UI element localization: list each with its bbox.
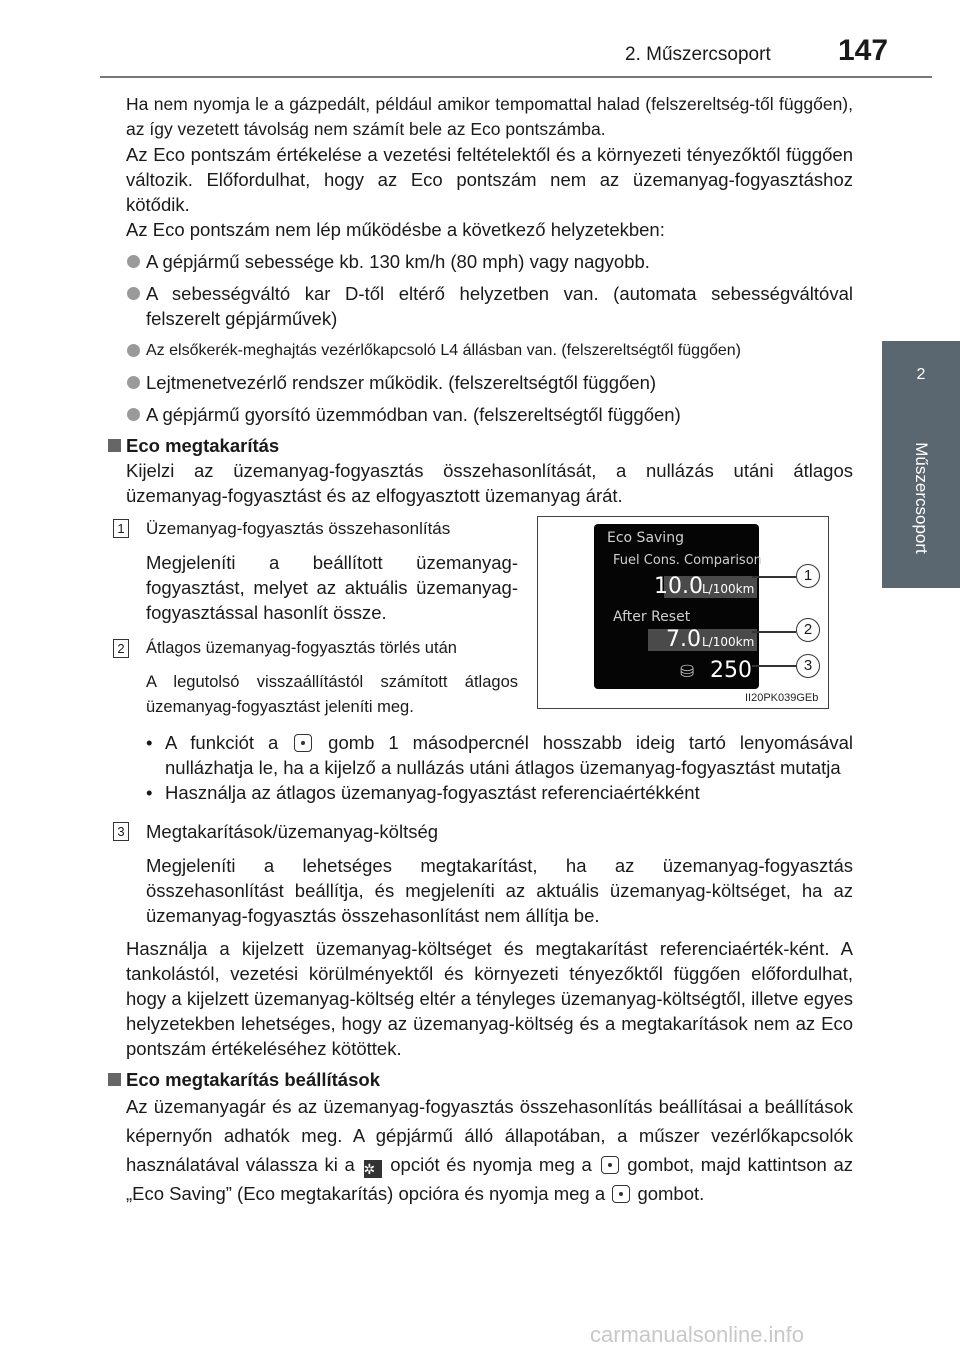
- chapter-tab-label: Műszercsoport: [912, 442, 931, 554]
- eco-saving-intro: Kijelzi az üzemanyag-fogyasztás összehasonlítását, a nullázás utáni átlagos üzemanyag-fogyasztást és az elfogyasztott üzemanyag árát.: [126, 460, 853, 506]
- header-divider: [100, 76, 932, 78]
- eco-saving-heading: Eco megtakarítás: [103, 433, 853, 458]
- heading-square-icon: [108, 1073, 121, 1086]
- coin-icon: ⛁: [680, 662, 695, 682]
- section-title: 2. Műszercsoport: [625, 44, 771, 65]
- callout-1: 1: [796, 564, 820, 588]
- numbered-item-3: 3 Megtakarítások/üzemanyag-költség: [103, 819, 853, 844]
- bullet-icon: [127, 376, 140, 389]
- intro-paragraph-1: Ha nem nyomja le a gázpedált, például amikor tempomattal halad (felszereltség-től függően), az így vezetett távolság nem számít bele az Eco pontszámba.: [126, 94, 853, 139]
- intro-paragraph-2: Az Eco pontszám értékelése a vezetési feltételektől és a környezeti tényezőktől függően változik. Előfordulhat, hogy az Eco pontszám nem az üzemanyag-fogyasztáshoz kötődik.: [126, 144, 853, 215]
- condition-item: Az elsőkerék-meghajtás vezérlőkapcsoló L4 állásban van. (felszereltségtől függően): [103, 338, 853, 363]
- ok-button-icon: [601, 1156, 619, 1174]
- callout-2: 2: [796, 618, 820, 642]
- number-box: 3: [113, 822, 129, 841]
- fuel-comparison-value: 10.0: [654, 574, 703, 599]
- after-reset-unit: L/100km: [702, 635, 755, 649]
- bullet-icon: [127, 255, 140, 268]
- page-number: 147: [838, 34, 889, 67]
- condition-item: A sebességváltó kar D-től eltérő helyzetben van. (automata sebességváltóval felszerelt gépjárművek): [103, 281, 853, 331]
- savings-value: 250: [710, 658, 752, 683]
- bullet-icon: [127, 287, 140, 300]
- item-3-description: Megjeleníti a lehetséges megtakarítást, ha az üzemanyag-fogyasztás összehasonlítást beállítja, és megjeleníti az aktuális üzemanyag-költséget, ha az üzemanyag-fogyasztás összehasonlítást nem állítja be.: [146, 855, 853, 926]
- condition-item: Lejtmenetvezérlő rendszer működik. (felszereltségtől függően): [103, 370, 853, 395]
- chapter-tab-number: 2: [882, 341, 960, 408]
- eco-saving-figure: [537, 516, 829, 709]
- numbered-item-2: 2 Átlagos üzemanyag-fogyasztás törlés után: [103, 636, 518, 661]
- callout-3: 3: [796, 654, 820, 678]
- heading-square-icon: [108, 439, 121, 452]
- eco-saving-note: Használja a kijelzett üzemanyag-költséget és megtakarítást referenciaérték-ként. A tankolástól, vezetési körülményektől és környezeti tényezőktől függően előfordulhat, hogy a kijelzett üzemanyag-költség eltér a tényleges üzemanyag-költségtől, illetve egyes helyzetekben lehetséges, hogy az üzemanyag-költség és a megtakarítások nem az Eco pontszám értékeléséhez kötöttek.: [126, 938, 853, 1059]
- condition-item: A gépjármű gyorsító üzemmódban van. (felszereltségtől függően): [103, 402, 853, 427]
- after-reset-value: 7.0: [666, 627, 701, 652]
- eco-settings-heading: Eco megtakarítás beállítások: [103, 1067, 853, 1092]
- bullet-icon: [127, 408, 140, 421]
- eco-settings-text: Az üzemanyagár és az üzemanyag-fogyasztás összehasonlítás beállításai a beállítások képernyőn adhatók meg. A gépjármű álló állapotában, a műszer vezérlőkapcsolók használatával válassza ki a ✲ opciót és nyomja meg a gombot, majd kattintson az „Eco Saving” (Eco megtakarítás) opcióra és nyomja meg a gombot.: [126, 1096, 854, 1204]
- callout-line-3: [752, 665, 796, 667]
- callout-line-1: [752, 576, 796, 578]
- intro-paragraph-3: Az Eco pontszám nem lép működésbe a következő helyzetekben:: [126, 219, 665, 240]
- ok-button-icon: [294, 734, 312, 752]
- after-reset-label: After Reset: [613, 609, 691, 625]
- figure-code: II20PK039GEb: [745, 692, 819, 704]
- display-screen: [594, 524, 762, 689]
- fuel-comparison-unit: L/100km: [702, 582, 755, 596]
- ok-button-icon: [612, 1185, 630, 1203]
- dash-item: • A funkciót a gomb 1 másodpercnél hosszabb ideig tartó lenyomásával nullázhatja le, ha a kijelző a nullázás utáni átlagos üzemanyag-fogyasztást mutatja: [146, 732, 853, 778]
- screen-title: Eco Saving: [607, 530, 684, 546]
- fuel-comparison-label: Fuel Cons. Comparison: [613, 553, 762, 568]
- watermark: carmanualsonline.info: [590, 1322, 805, 1347]
- condition-item: A gépjármű sebessége kb. 130 km/h (80 mph) vagy nagyobb.: [103, 249, 853, 274]
- bullet-icon: [127, 344, 140, 357]
- dash-item: • Használja az átlagos üzemanyag-fogyasztást referenciaértékként: [146, 782, 700, 803]
- chapter-tab: [882, 408, 960, 588]
- number-box: 1: [113, 519, 129, 538]
- gear-icon: ✲: [364, 1160, 382, 1178]
- callout-line-2: [752, 631, 796, 633]
- item-1-description: Megjeleníti a beállított üzemanyag-fogyasztást, melyet az aktuális üzemanyag-fogyasztással hasonlít össze.: [146, 552, 518, 623]
- number-box: 2: [113, 639, 129, 658]
- item-2-description: A legutolsó visszaállítástól számított átlagos üzemanyag-fogyasztást jeleníti meg.: [146, 673, 518, 716]
- numbered-item-1: 1 Üzemanyag-fogyasztás összehasonlítás: [103, 516, 518, 541]
